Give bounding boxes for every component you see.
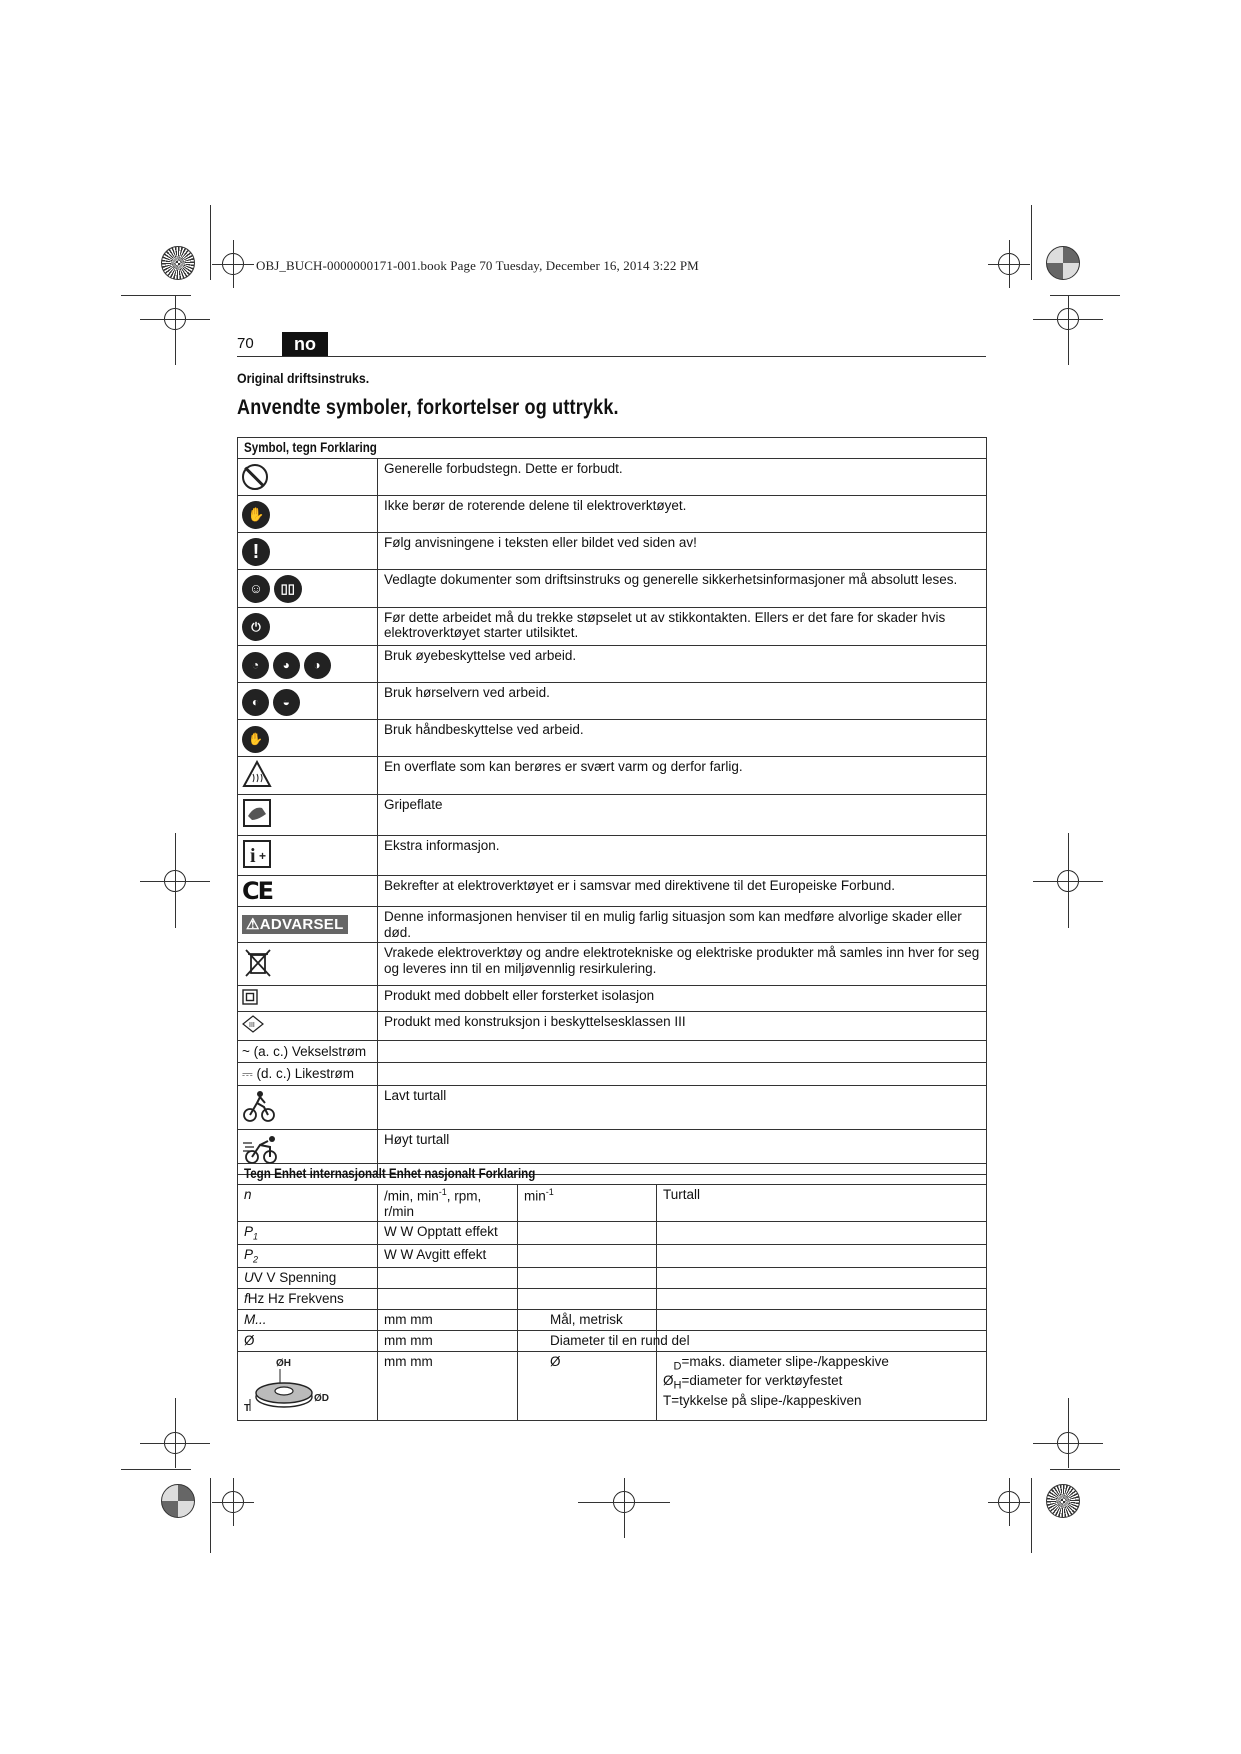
table-row — [238, 1063, 987, 1086]
table-row — [238, 876, 987, 907]
table-cell: Turtall — [657, 1184, 987, 1222]
table-cell: n — [238, 1184, 378, 1222]
exclamation-icon: ! — [242, 538, 270, 566]
table-cell: Bruk håndbeskyttelse ved arbeid. — [378, 719, 987, 756]
table-cell: $\min^{-1}$ — [518, 1184, 657, 1222]
table-cell: Bruk øyebeskyttelse ved arbeid. — [378, 645, 987, 682]
table-cell: Mål, metrisk — [518, 1310, 657, 1331]
registration-disk-icon — [1046, 1484, 1080, 1518]
info-icon — [242, 839, 272, 869]
table-cell: /min, $\min^{-1}$, rpm, r/min — [378, 1184, 518, 1222]
warning-label-icon — [242, 915, 348, 934]
svg-text:ØH: ØH — [276, 1358, 291, 1370]
table-row — [238, 645, 987, 682]
table-cell: M... — [238, 1310, 378, 1331]
table-cell: Diameter til en rund del — [518, 1331, 657, 1352]
table-cell: Før dette arbeidet må du trekke støpselet ut av stikkontakten. Ellers er det fare for skader hvis elektroverktøyet starter utilsiktet. — [378, 607, 987, 645]
table-cell: $P_2$ — [238, 1245, 378, 1268]
table-cell: mm mm — [378, 1352, 518, 1421]
ce-mark-icon: CE — [242, 877, 273, 906]
table-row — [238, 1222, 987, 1245]
table-row — [238, 1012, 987, 1041]
table-cell: En overflate som kan berøres er svært varm og derfor farlig. — [378, 756, 987, 795]
table-cell: fHz Hz Frekvens — [238, 1289, 378, 1310]
print-slug: OBJ_BUCH-0000000171-001.book Page 70 Tuesday, December 16, 2014 3:22 PM — [256, 258, 699, 273]
weee-bin-icon — [242, 946, 274, 978]
table-cell: Generelle forbudstegn. Dette er forbudt. — [378, 458, 987, 495]
prohibition-icon — [242, 464, 268, 490]
table-header-row — [238, 438, 987, 459]
table-row — [238, 1085, 987, 1130]
table-cell: Ikke berør de roterende delene til elektroverktøyet. — [378, 495, 987, 532]
table-cell: UV V Spenning — [238, 1268, 378, 1289]
svg-text:+: + — [259, 848, 267, 863]
table-row — [238, 943, 987, 986]
table-row — [238, 1310, 987, 1331]
table-cell: Bekrefter at elektroverktøyet er i samsvar med direktivene til det Europeiske Forbund. — [378, 876, 987, 907]
table-row — [238, 607, 987, 645]
document-subtitle: Original driftsinstruks. — [237, 370, 370, 386]
table-cell: Følg anvisningene i teksten eller bildet ved siden av! — [378, 532, 987, 569]
language-badge: no — [282, 332, 328, 356]
table-cell: Ø — [238, 1331, 378, 1352]
table-header: Symbol, tegn Forklaring — [244, 440, 377, 455]
class-iii-icon — [242, 1015, 264, 1033]
grip-surface-icon — [242, 798, 272, 828]
dc-icon: ⎓ — [242, 1066, 253, 1082]
table-row — [238, 532, 987, 569]
table-row — [238, 756, 987, 795]
table-cell: Produkt med konstruksjon i beskyttelsesklassen III — [378, 1012, 987, 1041]
table-cell: $_D$=maks. diameter slipe-/kappeskive $Ø_H=diameter$ for verktøyfestet T=tykkelse på slipe-/kappeskiven — [657, 1352, 987, 1421]
table-cell: W W Avgitt effekt — [378, 1245, 518, 1268]
ear-protection-icon: ◐ — [242, 689, 269, 716]
table-cell: Gripeflate — [378, 795, 987, 836]
no-touch-rotating-icon: ✋ — [242, 501, 270, 529]
svg-text:T: T — [244, 1403, 251, 1414]
table-row — [238, 1331, 987, 1352]
units-table — [237, 1163, 987, 1421]
table-row — [238, 1289, 987, 1310]
read-manual-icon: ▯▯ — [274, 575, 302, 603]
unplug-icon: ⏻ — [242, 613, 270, 641]
table-row — [238, 682, 987, 719]
table-row — [238, 835, 987, 876]
table-cell: Lavt turtall — [378, 1085, 987, 1130]
table-cell: Produkt med dobbelt eller forsterket isolasjon — [378, 985, 987, 1012]
table-row — [238, 458, 987, 495]
table-cell — [238, 1352, 378, 1421]
warning-label-text: ADVARSEL — [259, 915, 344, 933]
eye-protection-icon: ◑ — [304, 652, 331, 679]
svg-text:i: i — [250, 844, 256, 867]
hot-surface-icon — [242, 760, 272, 788]
table-cell: $P_1$ — [238, 1222, 378, 1245]
table-cell: mm mm — [378, 1310, 518, 1331]
ac-icon: ~ (a. c.) Vekselstrøm — [242, 1043, 367, 1059]
table-row — [238, 795, 987, 836]
table-header-row — [238, 1164, 987, 1185]
headset-icon: ◒ — [273, 689, 300, 716]
dc-label: (d. c.) Likestrøm — [256, 1066, 355, 1082]
person-reading-icon: ☺ — [242, 575, 270, 603]
registration-disk-icon — [161, 246, 195, 280]
grinding-disc-diagram — [242, 1355, 342, 1413]
table-cell: Ekstra informasjon. — [378, 835, 987, 876]
table-row — [238, 985, 987, 1012]
table-cell — [378, 1040, 987, 1063]
double-insulation-icon — [242, 989, 258, 1005]
table-row — [238, 495, 987, 532]
table-cell: Vrakede elektroverktøy og andre elektrotekniske og elektriske produkter må samles inn hver for seg og leveres inn til en miljøvennlig resirkulering. — [378, 943, 987, 986]
registration-disk-icon — [161, 1484, 195, 1518]
table-cell: Denne informasjonen henviser til en mulig farlig situasjon som kan medføre alvorlige skader eller død. — [378, 907, 987, 943]
table-row — [238, 719, 987, 756]
face-shield-icon: ◕ — [273, 652, 300, 679]
table-header: Tegn Enhet internasjonalt Enhet nasjonalt Forklaring — [244, 1166, 536, 1181]
symbols-table — [237, 437, 987, 1175]
table-cell: Ø — [518, 1352, 657, 1421]
table-cell: Vedlagte dokumenter som driftsinstruks og generelle sikkerhetsinformasjoner må absolutt leses. — [378, 569, 987, 607]
table-cell: W W Opptatt effekt — [378, 1222, 518, 1245]
table-cell: mm mm — [378, 1331, 518, 1352]
table-row — [238, 1040, 987, 1063]
table-cell — [378, 1063, 987, 1086]
svg-text:III: III — [249, 1022, 255, 1030]
header-rule — [237, 356, 986, 357]
svg-text:ØD: ØD — [314, 1393, 329, 1405]
table-cell: Bruk hørselvern ved arbeid. — [378, 682, 987, 719]
table-row — [238, 569, 987, 607]
table-row — [238, 1268, 987, 1289]
table-row — [238, 907, 987, 943]
table-row — [238, 1352, 987, 1421]
hand-protection-icon: ✋ — [242, 726, 269, 753]
registration-disk-icon — [1046, 246, 1080, 280]
goggles-icon: ◔ — [242, 652, 269, 679]
page-number: 70 — [237, 335, 254, 352]
low-speed-bike-icon — [242, 1089, 276, 1123]
page-title: Anvendte symboler, forkortelser og uttrykk. — [237, 396, 619, 419]
table-cell: Høyt turtall — [378, 1130, 987, 1175]
warning-triangle-icon: ⚠ — [246, 915, 260, 933]
table-row — [238, 1184, 987, 1222]
table-row — [238, 1245, 987, 1268]
